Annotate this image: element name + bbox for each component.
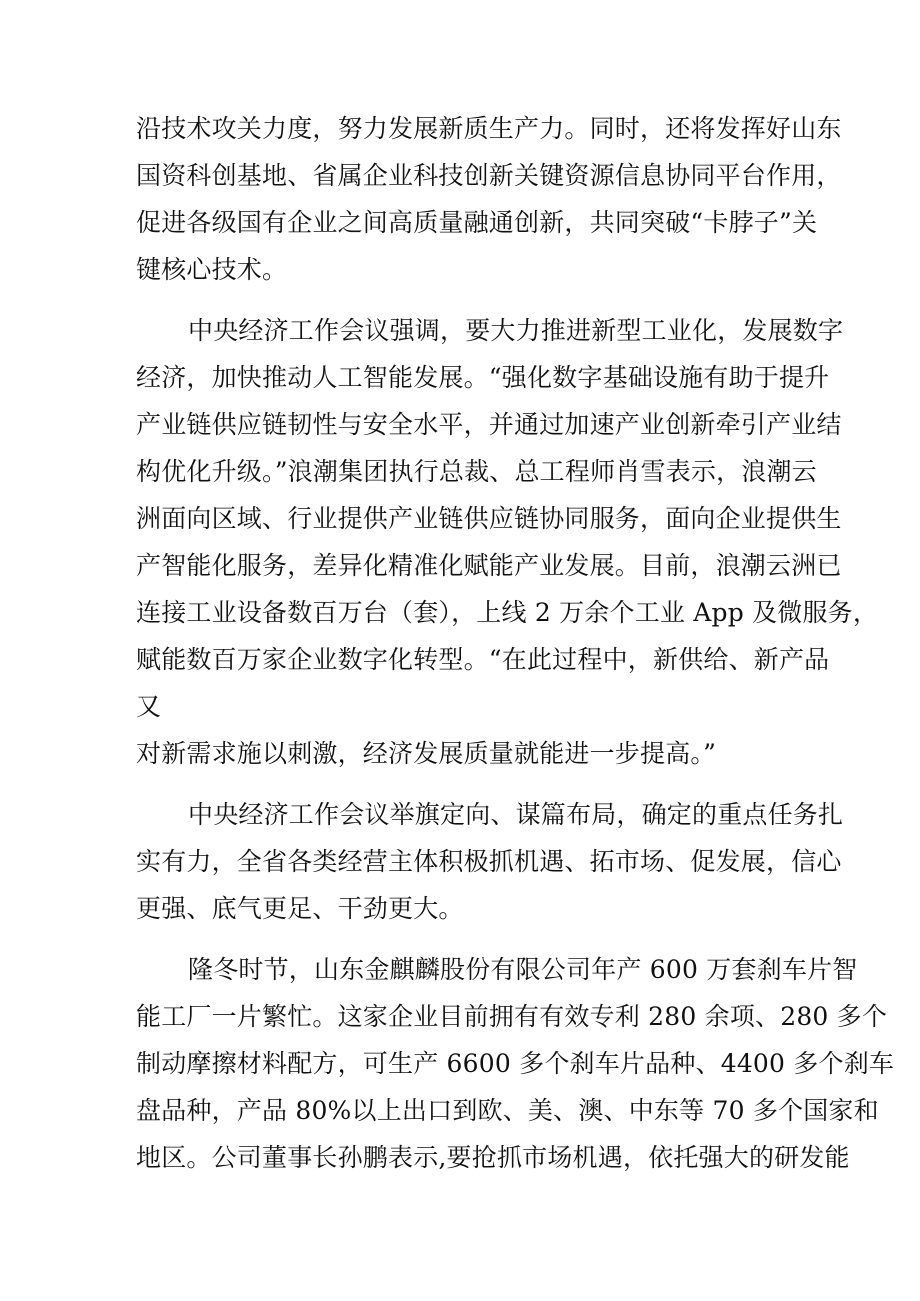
text-line: 地区。公司董事长孙鹏表示,要抢抓市场机遇，依托强大的研发能 [136,1143,850,1172]
text-line: 又 [136,692,162,721]
text-line: 键核心技术。 [136,255,288,284]
text-line: 国资科创基地、省属企业科技创新关键资源信息协同平台作用， [136,161,842,190]
paragraph-2 [136,307,879,777]
text-line: 洲面向区域、行业提供产业链供应链协同服务，面向企业提供生 [136,504,842,533]
text-line: 能工厂一片繁忙。这家企业目前拥有有效专利 280 余项、280 多个 [136,1002,888,1031]
text-line: 构优化升级。”浪潮集团执行总裁、总工程师肖雪表示，浪潮云 [136,457,817,486]
text-line: 对新需求施以刺激，经济发展质量就能进一步提高。” [136,739,717,768]
text-line: 赋能数百万家企业数字化转型。“在此过程中，新供给、新产品 [136,645,830,674]
text-line: 产智能化服务，差异化精准化赋能产业发展。目前，浪潮云洲已 [136,551,842,580]
text-line: 连接工业设备数百万台（套），上线 2 万余个工业 App 及微服务， [136,598,879,627]
text-line: 产业链供应链韧性与安全水平，并通过加速产业创新牵引产业结 [136,410,842,439]
text-line: 隆冬时节，山东金麒麟股份有限公司年产 600 万套刹车片智 [188,955,858,984]
text-line: 更强、底气更足、干劲更大。 [136,894,464,923]
text-line: 中央经济工作会议举旗定向、谋篇布局，确定的重点任务扎 [188,800,844,829]
text-line: 沿技术攻关力度，努力发展新质生产力。同时，还将发挥好山东 [136,114,842,143]
text-line: 实有力，全省各类经营主体积极抓机遇、拓市场、促发展，信心 [136,847,842,876]
paragraph-3 [136,791,844,932]
paragraph-1 [136,105,842,293]
text-line: 盘品种，产品 80%以上出口到欧、美、澳、中东等 70 多个国家和 [136,1096,879,1125]
text-line: 制动摩擦材料配方，可生产 6600 多个刹车片品种、4400 多个刹车 [136,1049,895,1078]
text-line: 经济，加快推动人工智能发展。“强化数字基础设施有助于提升 [136,363,830,392]
text-line: 中央经济工作会议强调，要大力推进新型工业化，发展数字 [188,316,844,345]
article-body [136,105,895,1181]
text-line: 促进各级国有企业之间高质量融通创新，共同突破“卡脖子”关 [136,208,818,237]
paragraph-4 [136,946,895,1181]
